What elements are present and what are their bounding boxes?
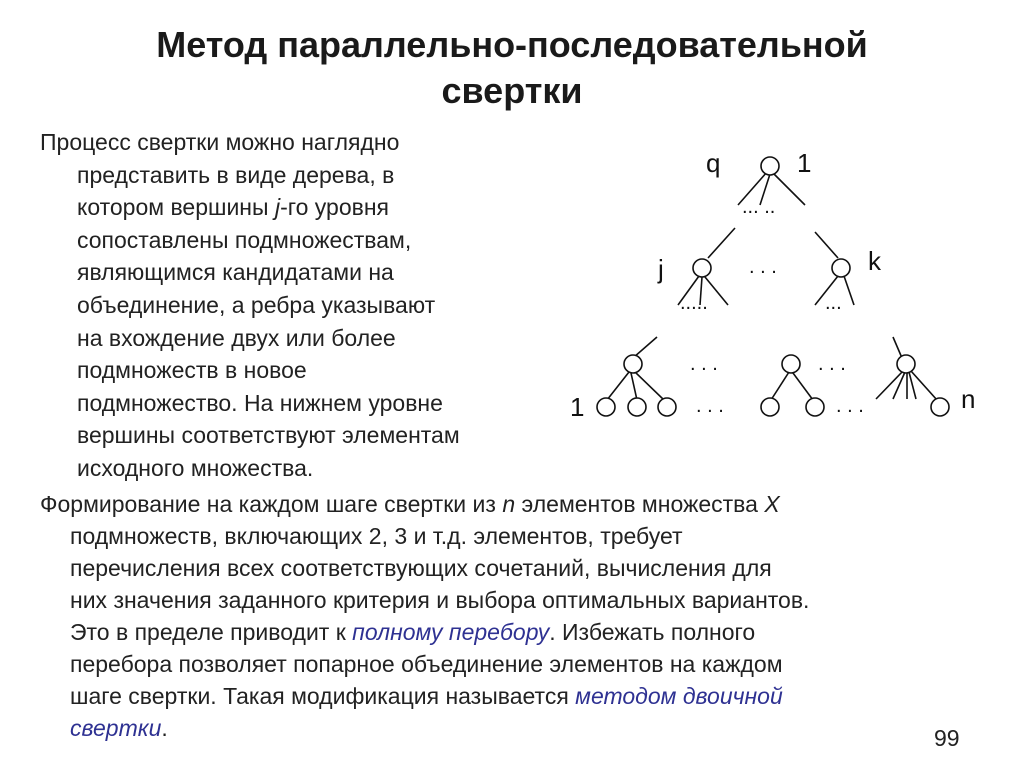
para2-line-7 — [40, 680, 1000, 712]
variable-n: n — [502, 491, 516, 517]
para1-line-7: на вхождение двух или более — [77, 324, 396, 351]
dots-row4-a: . . . — [696, 395, 724, 417]
paragraph-binary-convolution — [40, 488, 1000, 744]
para1-line-8: подмножеств в новое — [77, 357, 307, 384]
dots-top: ... .. — [742, 196, 776, 218]
para2-line-3: перечисления всех соответствующих сочетаний, вычисления для — [70, 555, 772, 581]
para1-line-9: подмножество. На нижнем уровне — [77, 389, 443, 416]
tree-leaf — [931, 398, 949, 416]
label-q: q — [706, 148, 721, 178]
dots-mid: . . . — [749, 256, 777, 278]
tree-edge — [635, 372, 664, 400]
para2-line-6: перебора позволяет попарное объединение элементов на каждом — [70, 651, 783, 677]
tree-leaf — [597, 398, 615, 416]
tree-edge — [793, 373, 813, 400]
dots-row4-b: . . . — [836, 395, 864, 417]
label-j: j — [658, 254, 664, 284]
para2-line-5-post: . Избежать полного — [549, 619, 756, 645]
tree-node-mid-center — [782, 355, 800, 373]
para2-line-1-pre: Формирование на каждом шаге свертки из — [40, 491, 503, 517]
para2-line-4: них значения заданного критерия и выбора оптимальных вариантов. — [70, 587, 810, 613]
para1-line-1: Процесс свертки можно наглядно — [40, 129, 400, 155]
tree-node-mid-right — [897, 355, 915, 373]
tree-edge — [705, 277, 728, 305]
tree-edge — [607, 372, 629, 400]
para1-line-3-pre: котором вершины — [77, 194, 275, 221]
para1-line-10: вершины соответствуют элементам — [77, 422, 460, 449]
tree-leaf — [658, 398, 676, 416]
para1-line-11: исходного множества. — [77, 454, 314, 481]
dots-right-sub: ... — [825, 292, 842, 314]
para2-line-1-mid: элементов множества — [515, 491, 765, 517]
link-full-search[interactable]: полному перебору — [352, 619, 550, 645]
tree-edge — [893, 337, 902, 358]
para2-line-7-pre: шаге свертки. Такая модификация называется — [70, 683, 576, 709]
label-top-1: 1 — [797, 148, 812, 178]
link-binary-convolution-method-cont[interactable]: свертки — [70, 715, 162, 741]
dots-row3-b: . . . — [818, 353, 846, 375]
para1-line-6: объединение, а ребра указывают — [77, 291, 436, 318]
para2-line-8-post: . — [161, 715, 168, 741]
label-n: n — [961, 384, 976, 414]
tree-node-j — [693, 259, 711, 277]
dots-left-sub: ..... — [680, 292, 708, 314]
title-line-2: свертки — [441, 70, 583, 111]
tree-edge — [844, 276, 854, 305]
para1-line-2: представить в виде дерева, в — [77, 161, 395, 188]
tree-node-root — [761, 157, 779, 175]
title-line-1: Метод параллельно-последовательной — [156, 24, 868, 65]
para2-line-8 — [40, 712, 1000, 744]
tree-edge — [708, 228, 735, 258]
variable-j: j — [274, 194, 281, 221]
variable-x: X — [764, 491, 780, 517]
tree-node-mid-left — [624, 355, 642, 373]
tree-leaf — [628, 398, 646, 416]
tree-leaf — [806, 398, 824, 416]
tree-edge — [631, 373, 637, 400]
tree-leaf — [761, 398, 779, 416]
link-binary-convolution-method[interactable]: методом двоичной — [575, 683, 783, 709]
label-k: k — [868, 246, 881, 276]
tree-edge — [771, 372, 789, 400]
tree-node-k — [832, 259, 850, 277]
tree-edge — [634, 337, 657, 357]
para2-line-5-pre: Это в пределе приводит к — [70, 619, 353, 645]
para2-line-5 — [40, 616, 1000, 648]
para1-line-4: сопоставлены подмножествам, — [77, 226, 412, 253]
dots-row3-a: . . . — [690, 353, 718, 375]
para1-line-5: являющимся кандидатами на — [77, 259, 394, 286]
para2-line-2: подмножеств, включающих 2, 3 и т.д. элементов, требует — [70, 523, 683, 549]
label-bottom-1: 1 — [570, 392, 585, 422]
tree-edge — [815, 232, 838, 258]
page-number: 99 — [934, 725, 960, 751]
para2-line-1 — [40, 488, 1000, 520]
para1-line-3-post: -го уровня — [280, 194, 389, 221]
